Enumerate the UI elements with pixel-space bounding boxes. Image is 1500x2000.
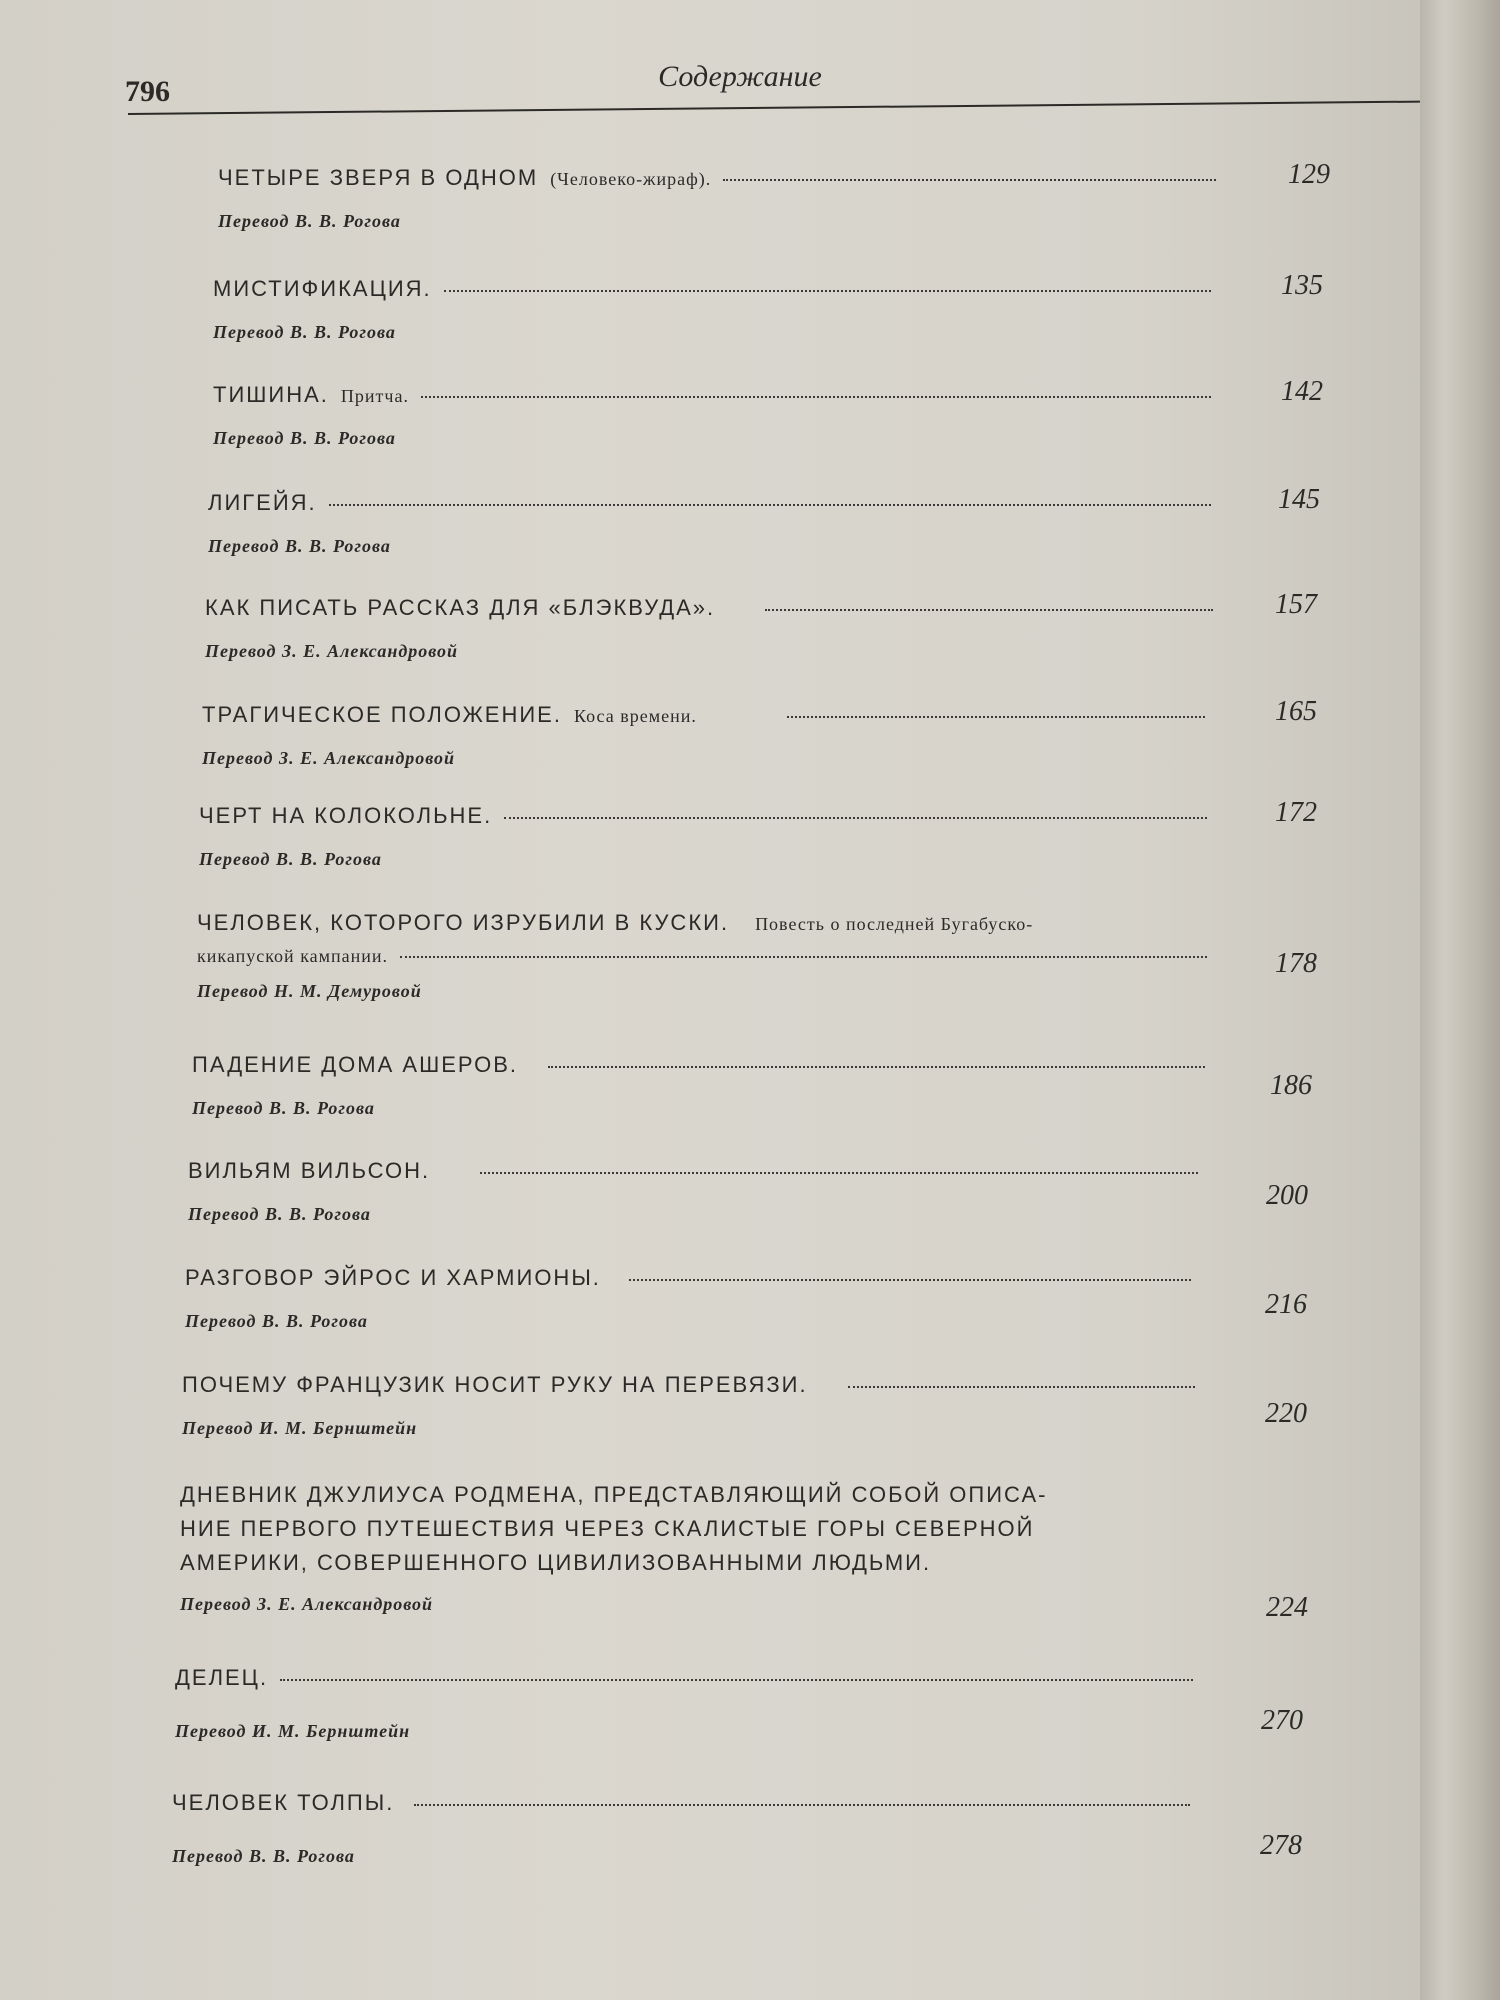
entry-title: ТИШИНА. — [213, 382, 329, 407]
entry-page: 157 — [1275, 589, 1317, 620]
entry-translator: Перевод З. Е. Александровой — [202, 748, 456, 768]
entry-translator: Перевод З. Е. Александровой — [205, 641, 459, 661]
dot-leader — [329, 504, 1211, 506]
entry-translator: Перевод В. В. Рогова — [218, 211, 401, 231]
entry-title: РАЗГОВОР ЭЙРОС И ХАРМИОНЫ. — [185, 1265, 601, 1290]
running-head: Содержание — [658, 60, 822, 93]
entry-title: ЧЕЛОВЕК ТОЛПЫ. — [172, 1790, 395, 1815]
entry-title: КАК ПИСАТЬ РАССКАЗ ДЛЯ «БЛЭКВУДА». — [205, 595, 716, 620]
entry-page: 165 — [1275, 696, 1317, 727]
entry-page: 224 — [1266, 1592, 1308, 1623]
toc-entry — [208, 484, 1320, 557]
toc-entry — [180, 1478, 1308, 1623]
entry-subtitle-continued: кикапуской кампании. — [197, 946, 389, 966]
dot-leader — [765, 609, 1213, 611]
dot-leader — [400, 956, 1207, 958]
entry-title: ЧЕЛОВЕК, КОТОРОГО ИЗРУБИЛИ В КУСКИ. — [197, 910, 730, 935]
entry-page: 145 — [1278, 484, 1320, 515]
entry-title-line: ДНЕВНИК ДЖУЛИУСА РОДМЕНА, ПРЕДСТАВЛЯЮЩИЙ СОБОЙ ОПИСА- — [180, 1482, 1048, 1507]
entry-translator: Перевод З. Е. Александровой — [180, 1594, 434, 1614]
dot-leader — [280, 1679, 1193, 1681]
entry-title: ВИЛЬЯМ ВИЛЬСОН. — [188, 1158, 431, 1183]
entry-subtitle: Повесть о последней Бугабуско- — [755, 914, 1034, 934]
toc-entry — [213, 270, 1323, 343]
toc-entry — [205, 589, 1317, 662]
dot-leader — [480, 1172, 1198, 1174]
entry-page: 216 — [1265, 1289, 1307, 1320]
entry-page: 270 — [1261, 1705, 1303, 1736]
toc-entry — [185, 1265, 1307, 1332]
entry-translator: Перевод И. М. Бернштейн — [182, 1418, 418, 1438]
entry-title-line: АМЕРИКИ, СОВЕРШЕННОГО ЦИВИЛИЗОВАННЫМИ ЛЮДЬМИ. — [180, 1550, 932, 1575]
toc-entry — [175, 1665, 1303, 1742]
entry-title: ТРАГИЧЕСКОЕ ПОЛОЖЕНИЕ. — [202, 702, 562, 727]
entry-title: ДЕЛЕЦ. — [175, 1665, 269, 1690]
entry-page: 186 — [1270, 1070, 1312, 1101]
entry-page: 135 — [1281, 270, 1323, 301]
entry-page: 172 — [1275, 797, 1317, 828]
entry-translator: Перевод В. В. Рогова — [213, 322, 396, 342]
entry-page: 129 — [1288, 159, 1330, 190]
entry-title: ПАДЕНИЕ ДОМА АШЕРОВ. — [192, 1052, 518, 1077]
toc-entry — [182, 1372, 1307, 1439]
entry-subtitle: (Человеко-жираф). — [550, 169, 712, 189]
entry-translator: Перевод В. В. Рогова — [185, 1311, 368, 1331]
toc-entry — [197, 910, 1317, 1002]
page-number: 796 — [125, 75, 170, 108]
entry-translator: Перевод В. В. Рогова — [192, 1098, 375, 1118]
entry-translator: Перевод В. В. Рогова — [213, 428, 396, 448]
entry-translator: Перевод Н. М. Демуровой — [197, 981, 422, 1001]
dot-leader — [848, 1386, 1195, 1388]
entry-translator: Перевод И. М. Бернштейн — [175, 1721, 411, 1741]
dot-leader — [504, 817, 1207, 819]
entry-subtitle: Притча. — [340, 386, 409, 406]
dot-leader — [723, 179, 1216, 181]
dot-leader — [548, 1066, 1205, 1068]
entry-translator: Перевод В. В. Рогова — [188, 1204, 371, 1224]
entry-title: ЧЕТЫРЕ ЗВЕРЯ В ОДНОМ — [218, 165, 539, 190]
dot-leader — [421, 396, 1211, 398]
toc-entry — [192, 1052, 1312, 1119]
dot-leader — [787, 716, 1205, 718]
entry-page: 178 — [1275, 948, 1317, 979]
toc-entry — [202, 696, 1317, 769]
entry-page: 200 — [1266, 1180, 1308, 1211]
entry-title-multiline — [180, 1478, 1210, 1580]
toc-entry — [188, 1158, 1308, 1225]
entry-page: 220 — [1265, 1398, 1307, 1429]
toc-entry — [213, 376, 1323, 449]
toc-entry — [199, 797, 1317, 870]
entry-page: 142 — [1281, 376, 1323, 407]
entry-title: МИСТИФИКАЦИЯ. — [213, 276, 432, 301]
entry-title-line: НИЕ ПЕРВОГО ПУТЕШЕСТВИЯ ЧЕРЕЗ СКАЛИСТЫЕ ГОРЫ СЕВЕРНОЙ — [180, 1516, 1035, 1541]
dot-leader — [629, 1279, 1191, 1281]
entry-title: ПОЧЕМУ ФРАНЦУЗИК НОСИТ РУКУ НА ПЕРЕВЯЗИ. — [182, 1372, 808, 1397]
entry-subtitle: Коса времени. — [573, 706, 697, 726]
dot-leader — [414, 1804, 1190, 1806]
toc-entry — [218, 159, 1330, 232]
entry-translator: Перевод В. В. Рогова — [172, 1846, 355, 1866]
entry-page: 278 — [1260, 1830, 1302, 1861]
entry-translator: Перевод В. В. Рогова — [199, 849, 382, 869]
entry-translator: Перевод В. В. Рогова — [208, 536, 391, 556]
entry-title: ЛИГЕЙЯ. — [208, 490, 317, 515]
toc-entry — [172, 1790, 1302, 1867]
dot-leader — [444, 290, 1211, 292]
entry-title: ЧЕРТ НА КОЛОКОЛЬНЕ. — [199, 803, 493, 828]
